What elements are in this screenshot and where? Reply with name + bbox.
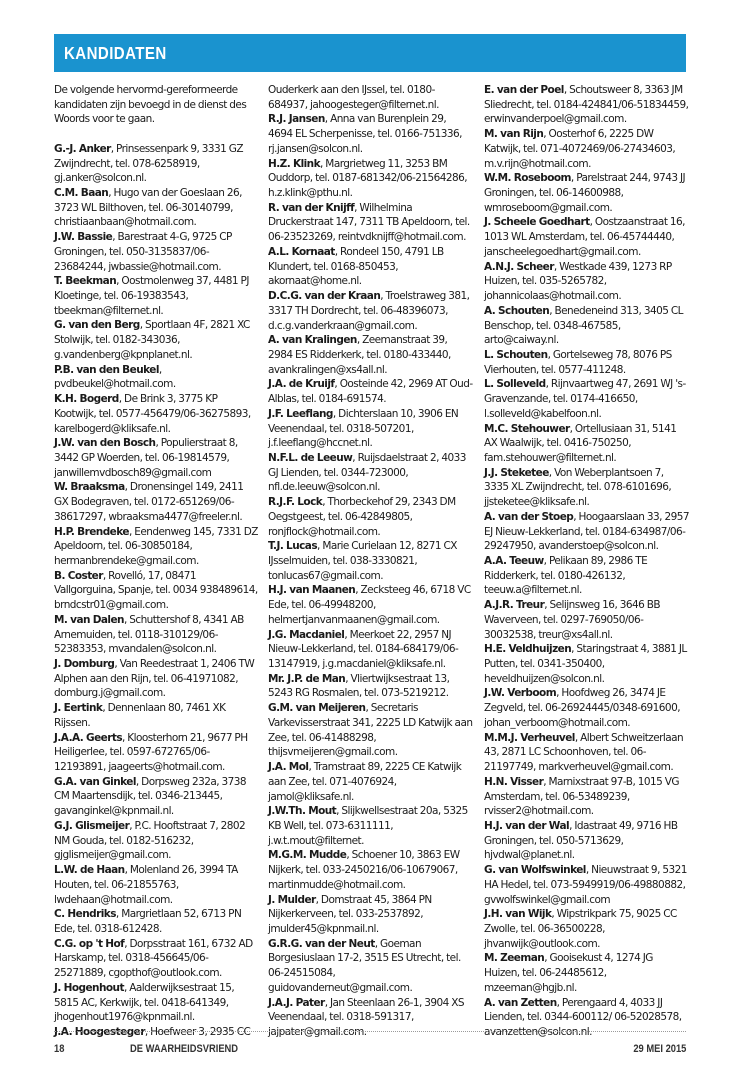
candidate-entry	[268, 996, 473, 1040]
candidate-details: , De Brink 3, 3775 KP Kootwijk, tel. 0577-456479/06-36275893, karelbogerd@kliksafe.nl.	[54, 393, 251, 435]
candidate-entry	[268, 539, 473, 583]
candidate-details: , Oosteinde 42, 2969 AT Oud-Alblas, tel. 0184-691574.	[268, 378, 473, 406]
candidate-entry	[54, 819, 259, 863]
candidate-name: M.M.J. Verheuvel	[484, 731, 575, 744]
candidate-details: , Sportlaan 4F, 2821 XC Stolwijk, tel. 0182-343036, g.vandenberg@kpnplanet.nl.	[54, 319, 250, 361]
candidate-entry	[54, 392, 259, 436]
candidate-name: J.W. Bassie	[54, 231, 113, 244]
candidate-name: A. Schouten	[484, 304, 550, 317]
candidate-details: , Rovelló, 17, 08471 Vallgorguina, Spanje, tel. 0034 938489614, brndcstr01@gmail.com.	[54, 569, 258, 612]
candidate-details: , Parelstraat 244, 9743 JJ Groningen, tel. 06-14600988, wmroseboom@gmail.com.	[484, 172, 686, 214]
candidate-name: H.Z. Klink	[268, 157, 321, 170]
candidate-details: , Oosterhof 6, 2225 DW Katwijk, tel. 071-4072469/06-27434603, m.v.rijn@hotmail.com.	[484, 128, 676, 170]
candidate-entry	[268, 628, 473, 672]
candidate-name: A.J.R. Treur	[484, 599, 545, 612]
candidate-entry	[54, 775, 259, 819]
section-title: KANDIDATEN	[64, 43, 167, 63]
candidate-name: K.H. Bogerd	[54, 393, 119, 406]
candidate-entry	[484, 171, 689, 215]
candidate-details: , Secretaris Varkevisserstraat 341, 2225 LD Katwijk aan Zee, tel. 06-41488298, thijsvmeijeren@gmail.com.	[268, 702, 473, 759]
candidate-entry	[484, 83, 689, 127]
candidate-details: , Van Reedestraat 1, 2406 TW Alphen aan den Rijn, tel. 06-41971082, domburg.j@gmail.com.	[54, 658, 255, 700]
section-banner	[54, 34, 686, 72]
candidate-name: J.W.Th. Mout	[268, 805, 337, 818]
candidate-details: , Margrietlaan 52, 6713 PN Ede, tel. 0318-612428.	[54, 908, 242, 935]
publication-date: 29 MEI 2015	[632, 1043, 686, 1055]
candidate-details: , Hoofdweg 26, 3474 JE Zegveld, tel. 06-26924445/0348-691600, johan_verboom@hotmail.com.	[484, 687, 680, 729]
candidate-details: , Perengaard 4, 4033 JJ Lienden, tel. 0344-600112/ 06-52028578, avanzetten@solcon.nl.	[484, 996, 682, 1038]
candidate-details: , Pelikaan 89, 2986 TE Ridderkerk, tel. 0180-426132, teeuw.a@filternet.nl.	[484, 555, 648, 597]
candidate-details: , Troelstraweg 381, 3317 TH Dordrecht, tel. 06-48396073, d.c.g.vanderkraan@gmail.com.	[268, 290, 470, 332]
column-middle	[268, 83, 473, 1040]
candidate-details: , Albert Schweitzerlaan 43, 2871 LC Schoonhoven, tel. 06-21197749, markverheuvel@gmail.com.	[484, 731, 684, 774]
candidate-entry	[54, 142, 259, 186]
candidate-name: J.A.J. Pater	[268, 996, 325, 1009]
candidate-details-continued: Ouderkerk aan den IJssel, tel. 0180-684937, jahoogesteger@filternet.nl.	[268, 84, 439, 111]
candidate-entry	[484, 215, 689, 259]
candidate-name: Mr. J.P. de Man	[268, 672, 346, 685]
candidate-details: , Aalderwijksestraat 15, 5815 AC, Kerkwijk, tel. 0418-641349, jhogenhout1976@kpnmail.nl.	[54, 981, 235, 1024]
candidate-entry	[268, 201, 473, 245]
candidate-details: , Hoogaarslaan 33, 2957 EJ Nieuw-Lekkerland, tel. 0184-634987/06-29247950, avanderstoep@solcon.nl.	[484, 510, 689, 553]
candidate-name: D.C.G. van der Kraan	[268, 290, 381, 303]
candidate-name: M. van Dalen	[54, 613, 124, 626]
candidate-entry	[484, 863, 689, 907]
candidate-details: , Nieuwstraat 9, 5321 HA Hedel, tel. 073-5949919/06-49880882, gvwolfswinkel@gmail.com	[484, 864, 687, 906]
candidate-name: M.C. Stehouwer	[484, 422, 570, 435]
candidate-name: R.J.F. Lock	[268, 496, 323, 509]
candidate-name: J.A. Hoogesteger	[54, 1025, 145, 1038]
candidate-entry	[54, 318, 259, 362]
candidate-name: G.-J. Anker	[54, 142, 111, 155]
candidate-details: , Oostzaanstraat 16, 1013 WL Amsterdam, tel. 06-45744440, janscheelegoedhart@gmail.com.	[484, 216, 685, 258]
candidate-details: , P.C. Hooftstraat 7, 2802 NM Gouda, tel. 0182-516232, gjglismeijer@gmail.com.	[54, 819, 246, 862]
candidate-details: , Anna van Burenplein 29, 4694 EL Scherpenisse, tel. 0166-751336, rj.jansen@solcon.nl.	[268, 113, 462, 155]
candidate-name: B. Coster	[54, 569, 103, 582]
page-number: 18	[54, 1043, 65, 1055]
candidate-details: , Benedeneind 313, 3405 CL Benschop, tel. 0348-467585, arto@caiway.nl.	[484, 304, 683, 347]
candidate-name: J.W. Verboom	[484, 687, 557, 700]
candidate-name: N.F.L. de Leeuw	[268, 451, 353, 464]
candidate-entry	[54, 436, 259, 480]
candidate-details: , Hugo van der Goeslaan 26, 3723 WL Bilthoven, tel. 06-30140799, christiaanbaan@hotmail.com.	[54, 187, 242, 229]
candidate-entry	[484, 996, 689, 1040]
candidate-details: , pvdbeukel@hotmail.com.	[54, 363, 176, 391]
candidate-name: J.W. van den Bosch	[54, 437, 156, 450]
candidate-entry	[54, 657, 259, 701]
candidate-details: , Kloosterhorn 21, 9677 PH Heiligerlee, tel. 0597-672765/06-12193891, jaageerts@hotmail.com.	[54, 731, 248, 774]
candidate-entry	[54, 525, 259, 569]
candidate-name: L. Solleveld	[484, 378, 546, 391]
candidate-name: J.A.A. Geerts	[54, 731, 123, 744]
candidate-entry	[484, 260, 689, 304]
candidate-entry	[54, 363, 259, 392]
candidate-entry	[54, 1025, 259, 1040]
candidate-details: , Dronensingel 149, 2411 GX Bodegraven, tel. 0172-651269/06-38617297, wbraaksma4477@freeler.nl.	[54, 481, 244, 523]
candidate-details: , Dorpsweg 232a, 3738 CM Maartensdijk, tel. 0346-213445, gavanginkel@kpnmail.nl.	[54, 775, 247, 818]
candidate-name: J. Domburg	[54, 658, 115, 670]
candidate-name: J. Mulder	[268, 893, 316, 906]
candidate-details: , Vliertwijksestraat 13, 5243 RG Rosmalen, tel. 073-5219212.	[268, 672, 450, 700]
candidate-details: , Prinsessenpark 9, 3331 GZ Zwijndrecht, tel. 078-6258919, gj.anker@solcon.nl.	[54, 142, 244, 185]
candidate-details: , Eendenweg 145, 7331 DZ Apeldoorn, tel. 06-30850184, hermanbrendeke@gmail.com.	[54, 525, 258, 567]
candidate-entry	[54, 731, 259, 775]
candidate-name: G. van Wolfswinkel	[484, 864, 586, 877]
candidate-entry	[268, 937, 473, 996]
candidate-entry	[268, 893, 473, 937]
candidate-name: J. Scheele Goedhart	[484, 216, 590, 229]
candidate-entry	[484, 819, 689, 863]
candidate-entry	[484, 466, 689, 510]
candidate-name: E. van der Poel	[484, 84, 564, 96]
candidate-details: , Selijnsweg 16, 3646 BB Waverveen, tel. 0297-769050/06-30032538, treur@xs4all.nl.	[484, 599, 661, 641]
candidate-details: , Dennenlaan 80, 7461 XK Rijssen.	[54, 702, 226, 729]
candidate-name: A.N.J. Scheer	[484, 260, 554, 273]
candidate-entry	[484, 510, 689, 554]
candidate-entry	[484, 775, 689, 819]
candidate-entry	[268, 333, 473, 377]
candidate-entry	[268, 289, 473, 333]
candidate-entry	[54, 863, 259, 907]
candidate-details: , Marnixstraat 97-B, 1015 VG Amsterdam, tel. 06-53489239, rvisser2@hotmail.com.	[484, 775, 679, 818]
candidate-details: , Meerkoet 22, 2957 NJ Nieuw-Lekkerland, tel. 0184-684179/06-13147919, j.g.macdaniel@kliksafe.nl.	[268, 628, 459, 671]
candidate-name: H.E. Veldhuijzen	[484, 643, 572, 656]
candidate-details: , Gortelseweg 78, 8076 PS Vierhouten, tel. 0577-411248.	[484, 348, 672, 376]
candidate-name: W. Braaksma	[54, 481, 125, 494]
candidate-name: R. van der Knijff	[268, 201, 355, 214]
candidate-details: , Zecksteeg 46, 6718 VC Ede, tel. 06-49948200, helmertjanvanmaanen@gmail.com.	[268, 584, 471, 626]
candidate-details: , Wilhelmina Druckerstraat 147, 7311 TB Apeldoorn, tel. 06-23523269, reintvdknijff@hotmail.com.	[268, 201, 470, 244]
candidate-entry	[268, 848, 473, 892]
candidate-entry	[484, 348, 689, 377]
candidate-details: , Schoener 10, 3863 EW Nijkerk, tel. 033-2450216/06-10679067, martinmudde@hotmail.com.	[268, 849, 460, 891]
candidate-name: G.M. van Meijeren	[268, 702, 366, 715]
candidate-name: G.J. Glismeijer	[54, 819, 130, 832]
candidate-entry	[268, 157, 473, 201]
candidate-details: , Tramstraat 89, 2225 CE Katwijk aan Zee, tel. 071-4076924, jamol@kliksafe.nl.	[268, 761, 462, 803]
candidate-details: , Slijkwellsestraat 20a, 5325 KB Well, tel. 073-6311111, j.w.t.mout@filternet.	[268, 805, 468, 847]
candidate-name: C.M. Baan	[54, 187, 109, 199]
candidate-name: M. Zeeman	[484, 952, 545, 965]
candidate-details: , Marie Curielaan 12, 8271 CX IJsselmuiden, tel. 038-3330821, tonlucas67@gmail.com.	[268, 540, 457, 582]
candidate-entry	[268, 112, 473, 156]
candidate-name: T. Beekman	[54, 275, 117, 288]
candidate-entry	[54, 613, 259, 657]
column-right	[484, 83, 689, 1040]
candidate-name: J. Hogenhout	[54, 981, 124, 994]
candidate-entry	[268, 407, 473, 451]
candidate-name: J.G. Macdaniel	[268, 628, 345, 641]
candidate-entry	[484, 598, 689, 642]
publication-name: DE WAARHEIDSVRIEND	[130, 1043, 239, 1055]
candidate-entry	[54, 274, 259, 318]
candidate-entry	[54, 480, 259, 524]
candidate-name: H.N. Visser	[484, 775, 544, 788]
candidate-details: , Staringstraat 4, 3881 JL Putten, tel. 0341-350400, heveldhuijzen@solcon.nl.	[484, 643, 687, 685]
candidate-details: , Dorpsstraat 161, 6732 AD Harskamp, tel. 0318-456645/06-25271889, cgopthof@outlook.com.	[54, 937, 253, 980]
candidate-name: A.A. Teeuw	[484, 555, 544, 567]
candidate-entry	[484, 686, 689, 730]
candidate-details: , Populierstraat 8, 3442 GP Woerden, tel. 06-19814579, janwillemvdbosch89@gmail.com	[54, 437, 238, 479]
candidate-name: A. van Zetten	[484, 996, 557, 1009]
candidate-entry	[54, 230, 259, 274]
candidate-name: L.W. de Haan	[54, 864, 125, 877]
candidate-entry	[54, 569, 259, 613]
candidate-name: J.A. de Kruijf	[268, 378, 335, 391]
candidate-details: , Von Weberplantsoen 7, 3335 XL Zwijndrecht, tel. 078-6101696, jjsteketee@kliksafe.nl.	[484, 466, 672, 509]
candidate-details: , Oostmolenweg 37, 4481 PJ Kloetinge, tel. 06-19383543, tbeekman@filternet.nl.	[54, 275, 249, 317]
candidate-name: H.J. van der Wal	[484, 819, 570, 832]
candidate-details: , Zeemanstraat 39, 2984 ES Ridderkerk, tel. 0180-433440, avankralingen@xs4all.nl.	[268, 334, 451, 376]
candidate-entry	[54, 701, 259, 730]
candidate-entry	[268, 672, 473, 701]
candidate-details: , Dichterslaan 10, 3906 EN Veenendaal, tel. 0318-507201, j.f.leeflang@hccnet.nl.	[268, 407, 459, 450]
footer-divider	[54, 1031, 686, 1032]
candidate-name: M.G.M. Mudde	[268, 849, 347, 862]
candidate-name: A. van Kralingen	[268, 334, 357, 347]
candidate-entry	[268, 377, 473, 406]
candidate-name: G.R.G. van der Neut	[268, 937, 375, 950]
candidate-details: , Rondeel 150, 4791 LB Klundert, tel. 0168-850453, akornaat@home.nl.	[268, 245, 444, 288]
candidate-details: , Rijnvaartweg 47, 2691 WJ 's-Gravenzande, tel. 0174-416650, l.solleveld@kabelfoon.nl.	[484, 378, 686, 420]
candidate-details: , Domstraat 45, 3864 PN Nijkerkerveen, tel. 033-2537892, jmulder45@kpnmail.nl.	[268, 893, 432, 935]
candidate-entry	[484, 907, 689, 951]
candidate-entry	[484, 422, 689, 466]
candidate-entry	[54, 981, 259, 1025]
candidate-details: , Hoefweer 3, 2935 CC	[144, 1025, 251, 1038]
candidate-name: J.A. Mol	[268, 761, 309, 774]
candidate-name: G. van den Berg	[54, 319, 140, 332]
candidate-details: , Wipstrikpark 75, 9025 CC Zwolle, tel. 06-36500228, jhvanwijk@outlook.com.	[484, 908, 677, 950]
candidate-entry	[54, 186, 259, 230]
candidate-details: , Margrietweg 11, 3253 BM Ouddorp, tel. 0187-681342/06-21564286, h.z.klink@pthu.nl.	[268, 157, 468, 200]
candidate-name: C. Hendriks	[54, 908, 116, 921]
column-left	[54, 83, 259, 1040]
candidate-name: R.J. Jansen	[268, 113, 325, 126]
candidate-name: W.M. Roseboom	[484, 172, 571, 185]
candidate-entry	[484, 951, 689, 995]
candidate-entry	[484, 642, 689, 686]
candidate-entry	[268, 245, 473, 289]
candidate-name: H.P. Brendeke	[54, 525, 129, 538]
candidate-name: J.F. Leeflang	[268, 407, 333, 420]
candidate-name: J.J. Steketee	[484, 466, 549, 479]
candidate-name: L. Schouten	[484, 348, 548, 361]
candidate-name: A.L. Kornaat	[268, 245, 335, 258]
candidate-entry	[268, 495, 473, 539]
candidate-name: T.J. Lucas	[268, 540, 318, 553]
candidate-details: , Ruijsdaelstraat 2, 4033 GJ Lienden, tel. 0344-723000, nfl.de.leeuw@solcon.nl.	[268, 451, 466, 494]
candidate-details: , Ortellusiaan 31, 5141 AX Waalwijk, tel. 0416-750250, fam.stehouwer@filternet.nl.	[484, 422, 677, 464]
intro-text: De volgende hervormd-gereformeerde kandidaten zijn bevoegd in de dienst des Woords voor te gaan.	[54, 84, 247, 126]
candidate-name: J.H. van Wijk	[484, 908, 552, 921]
candidate-entry	[268, 804, 473, 848]
candidate-name: M. van Rijn	[484, 128, 544, 141]
candidate-details: , Westkade 439, 1273 RP Huizen, tel. 035-5265782, johannicolaas@hotmail.com.	[484, 260, 672, 303]
candidate-details: , Schoutsweer 8, 3363 JM Sliedrecht, tel. 0184-424841/06-51834459, erwinvanderpoel@gmail.com.	[484, 84, 689, 126]
candidate-entry	[268, 701, 473, 760]
candidate-name: A. van der Stoep	[484, 510, 574, 523]
candidate-entry	[484, 731, 689, 775]
candidate-details: , Gooisekust 4, 1274 JG Huizen, tel. 06-24485612, mzeeman@hgjb.nl.	[484, 952, 653, 994]
candidate-name: J. Eertink	[54, 702, 103, 715]
candidate-details: , Thorbeckehof 29, 2343 DM Oegstgeest, tel. 06-42849805, ronjflock@hotmail.com.	[268, 496, 456, 538]
candidate-details: , Goeman Borgesiuslaan 17-2, 3515 ES Utrecht, tel. 06-24515084, guidovanderneut@gmail.com.	[268, 937, 461, 994]
candidate-entry	[484, 554, 689, 598]
candidate-entry	[54, 937, 259, 981]
candidate-details: , Molenland 26, 3994 TA Houten, tel. 06-21855763, lwdehaan@hotmail.com.	[54, 864, 238, 906]
candidate-details: , Idastraat 49, 9716 HB Groningen, tel. 050-5713629, hjvdwal@planet.nl.	[484, 819, 678, 862]
candidate-entry	[268, 451, 473, 495]
candidate-entry	[484, 377, 689, 421]
candidate-name: G.A. van Ginkel	[54, 775, 136, 788]
candidate-details: , Schuttershof 8, 4341 AB Arnemuiden, tel. 0118-310129/06-52383353, mvandalen@solcon.nl.	[54, 613, 244, 656]
candidate-entry	[484, 127, 689, 171]
candidate-details: , Jan Steenlaan 26-1, 3904 XS Veenendaal, tel. 0318-591317, jajpater@gmail.com.	[268, 996, 464, 1038]
candidate-entry	[268, 760, 473, 804]
candidate-name: P.B. van den Beukel	[54, 363, 159, 376]
candidate-entry	[268, 583, 473, 627]
candidate-name: C.G. op 't Hof	[54, 937, 125, 950]
candidate-entry	[54, 907, 259, 936]
candidate-entry	[484, 304, 689, 348]
candidate-details: , Barestraat 4-G, 9725 CP Groningen, tel. 050-3135837/06-23684244, jwbassie@hotmail.com.	[54, 231, 232, 273]
candidate-entry-continued	[268, 83, 473, 112]
candidate-name: H.J. van Maanen	[268, 584, 356, 597]
